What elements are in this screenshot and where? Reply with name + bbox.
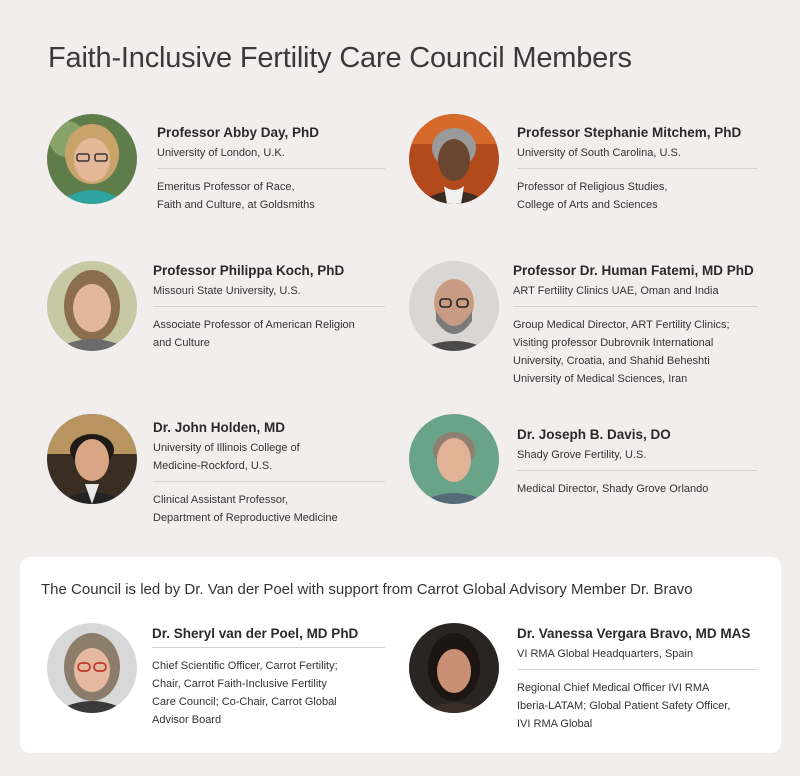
member-name: Dr. Joseph B. Davis, DO [517,427,671,442]
member-photo [409,414,499,504]
member-affiliation: University of London, U.K. [157,147,285,159]
member-affiliation: University of Illinois College of Medicine-Rockford, U.S. [153,442,300,472]
member-affiliation: ART Fertility Clinics UAE, Oman and India [513,285,719,297]
divider [517,470,757,471]
member-name: Professor Philippa Koch, PhD [153,263,345,278]
member-affiliation: Missouri State University, U.S. [153,285,301,297]
member-photo [47,623,137,713]
member-affiliation: University of South Carolina, U.S. [517,147,681,159]
member-name: Dr. Vanessa Vergara Bravo, MD MAS [517,626,751,641]
divider [153,481,385,482]
divider [517,669,757,670]
member-role: Emeritus Professor of Race, Faith and Culture, at Goldsmiths [157,181,315,211]
leadership-text: The Council is led by Dr. Van der Poel with support from Carrot Global Advisory Member Dr. Bravo [41,581,693,598]
member-name: Dr. John Holden, MD [153,420,286,435]
member-role: Associate Professor of American Religion and Culture [153,319,355,349]
member-affiliation: Shady Grove Fertility, U.S. [517,449,647,461]
member-role: Group Medical Director, ART Fertility Clinics; Visiting professor Dubrovnik International University, Croatia, and Shahid Beheshti University of Medical Sciences, Iran [513,319,730,385]
divider [517,168,757,169]
member-photo [47,414,137,504]
member-name: Professor Stephanie Mitchem, PhD [517,125,742,140]
member-name: Professor Dr. Human Fatemi, MD PhD [513,263,754,278]
member-role: Clinical Assistant Professor, Department of Reproductive Medicine [153,494,338,524]
divider [513,306,758,307]
divider [153,306,385,307]
member-role: Regional Chief Medical Officer IVI RMA Iberia-LATAM; Global Patient Safety Officer, IVI RMA Global [517,682,731,730]
member-name: Dr. Sheryl van der Poel, MD PhD [152,626,359,641]
divider [152,647,385,648]
member-photo [409,623,499,713]
member-role: Chief Scientific Officer, Carrot Fertility; Chair, Carrot Faith-Inclusive Fertility Care Council; Co-Chair, Carrot Global Advisor Board [152,660,338,726]
member-photo [47,261,137,351]
member-photo [409,114,499,204]
member-name: Professor Abby Day, PhD [157,125,320,140]
member-role: Professor of Religious Studies, College of Arts and Sciences [517,181,668,211]
member-photo [47,114,137,204]
divider [157,168,385,169]
page-title: Faith-Inclusive Fertility Care Council Members [48,42,632,74]
member-affiliation: VI RMA Global Headquarters, Spain [517,648,694,660]
member-role: Medical Director, Shady Grove Orlando [517,483,709,495]
member-photo [409,261,499,351]
